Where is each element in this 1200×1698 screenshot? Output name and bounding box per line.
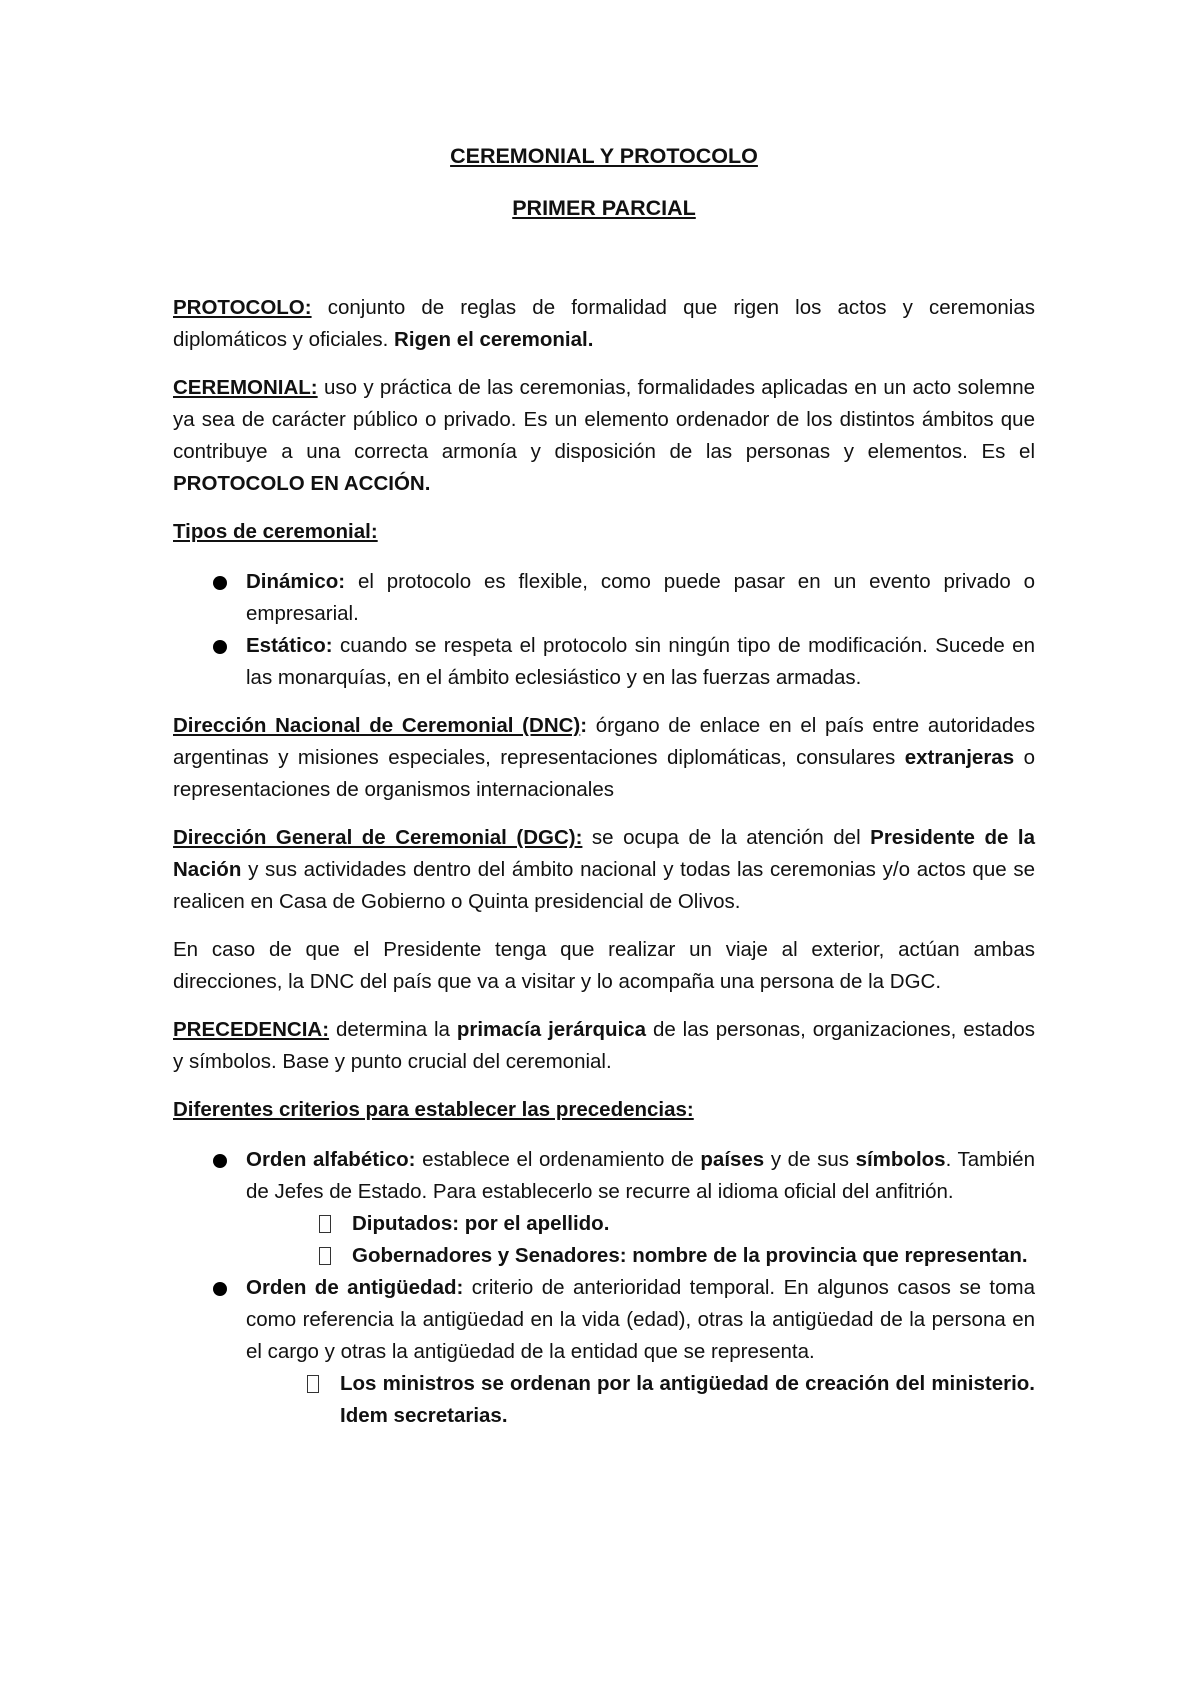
antiguedad-sublist xyxy=(246,1368,1035,1432)
protocolo-paragraph xyxy=(173,292,1035,356)
criterio-text: criterio de anterioridad temporal. En algunos casos se toma como referencia la antigüedad en la vida (edad), otras la antigüedad de la persona en el cargo y otras la antigüedad de la entidad que se representa. xyxy=(246,1276,1035,1363)
precedencia-term: PRECEDENCIA: xyxy=(173,1018,330,1041)
document-subtitle: PRIMER PARCIAL xyxy=(512,196,696,220)
dnc-bold: extranjeras xyxy=(904,746,1015,769)
bullet-icon xyxy=(213,1154,227,1168)
criterio-text: y de sus xyxy=(764,1148,856,1171)
document-content xyxy=(173,140,1035,1432)
dgc-term: Dirección General de Ceremonial (DGC): xyxy=(173,826,583,849)
list-item xyxy=(173,1144,1035,1272)
bullet-icon xyxy=(213,576,227,590)
ceremonial-paragraph xyxy=(173,372,1035,500)
list-item xyxy=(173,566,1035,630)
criterio-bold: países xyxy=(700,1148,765,1171)
precedencia-paragraph xyxy=(173,1014,1035,1078)
tipo-text: cuando se respeta el protocolo sin ningún tipo de modificación. Sucede en las monarquías, en el ámbito eclesiástico y en las fuerzas armadas. xyxy=(246,634,1035,689)
ceremonial-bold: PROTOCOLO EN ACCIÓN. xyxy=(173,472,431,495)
checkbox-glyph-icon xyxy=(319,1215,331,1233)
tipos-list xyxy=(173,566,1035,694)
criterio-term: Orden alfabético: xyxy=(246,1148,416,1171)
ceremonial-term: CEREMONIAL: xyxy=(173,376,318,399)
checkbox-glyph-icon xyxy=(319,1247,331,1265)
tipo-term: Dinámico: xyxy=(246,570,346,593)
dnc-paragraph xyxy=(173,710,1035,806)
list-item xyxy=(173,630,1035,694)
dnc-text-end: o representaciones de organismos internacionales xyxy=(173,746,1035,801)
criterio-term: Orden de antigüedad: xyxy=(246,1276,464,1299)
alfabetico-sublist xyxy=(246,1208,1035,1272)
tipos-heading: Tipos de ceremonial: xyxy=(173,520,378,543)
viaje-paragraph: En caso de que el Presidente tenga que realizar un viaje al exterior, actúan ambas direcciones, la DNC del país que va a visitar y lo acompaña una persona de la DGC. xyxy=(173,938,1035,993)
criterios-list xyxy=(173,1144,1035,1432)
dgc-text: se ocupa de la atención del xyxy=(582,826,871,849)
dgc-text-end: y sus actividades dentro del ámbito nacional y todas las ceremonias y/o actos que se realicen en Casa de Gobierno o Quinta presidencial de Olivos. xyxy=(173,858,1035,913)
dgc-bold: Presidente de la Nación xyxy=(173,826,1036,881)
precedencia-text: determina la xyxy=(329,1018,457,1041)
criterio-text: . También de Jefes de Estado. Para establecerlo se recurre al idioma oficial del anfitrión. xyxy=(246,1148,1035,1203)
tipo-term: Estático: xyxy=(246,634,333,657)
protocolo-term: PROTOCOLO: xyxy=(173,296,312,319)
dnc-term: Dirección Nacional de Ceremonial (DNC) xyxy=(173,714,581,737)
criterio-bold: símbolos xyxy=(855,1148,946,1171)
list-item xyxy=(246,1368,1035,1432)
ceremonial-text: uso y práctica de las ceremonias, formalidades aplicadas en un acto solemne ya sea de carácter público o privado. Es un elemento ordenador de los distintos ámbitos que contribuye a una correcta armonía y disposición de las personas y elementos. Es el xyxy=(173,376,1035,463)
bullet-icon xyxy=(213,1282,227,1296)
list-item xyxy=(173,1272,1035,1432)
tipo-text: el protocolo es flexible, como puede pasar en un evento privado o empresarial. xyxy=(246,570,1035,625)
bullet-icon xyxy=(213,640,227,654)
document-title: CEREMONIAL Y PROTOCOLO xyxy=(450,144,758,168)
sub-item-text: Diputados: por el apellido. xyxy=(352,1212,610,1235)
list-item xyxy=(246,1208,1035,1240)
sub-item-text: Gobernadores y Senadores: nombre de la provincia que representan. xyxy=(352,1244,1028,1267)
protocolo-bold: Rigen el ceremonial. xyxy=(394,328,594,351)
checkbox-glyph-icon xyxy=(307,1375,319,1393)
criterios-heading: Diferentes criterios para establecer las precedencias: xyxy=(173,1098,694,1121)
dnc-colon: : xyxy=(580,714,588,737)
list-item xyxy=(246,1240,1035,1272)
dgc-paragraph xyxy=(173,822,1035,918)
precedencia-text-end: de las personas, organizaciones, estados y símbolos. Base y punto crucial del ceremonial. xyxy=(173,1018,1035,1073)
sub-item-text: Los ministros se ordenan por la antigüedad de creación del ministerio. Idem secretarias. xyxy=(340,1372,1035,1427)
precedencia-bold: primacía jerárquica xyxy=(456,1018,647,1041)
criterio-text: establece el ordenamiento de xyxy=(415,1148,701,1171)
dnc-text: órgano de enlace en el país entre autoridades argentinas y misiones especiales, representaciones diplomáticas, consulares xyxy=(173,714,1035,769)
protocolo-text: conjunto de reglas de formalidad que rigen los actos y ceremonias diplomáticos y oficiales. xyxy=(173,296,1035,351)
